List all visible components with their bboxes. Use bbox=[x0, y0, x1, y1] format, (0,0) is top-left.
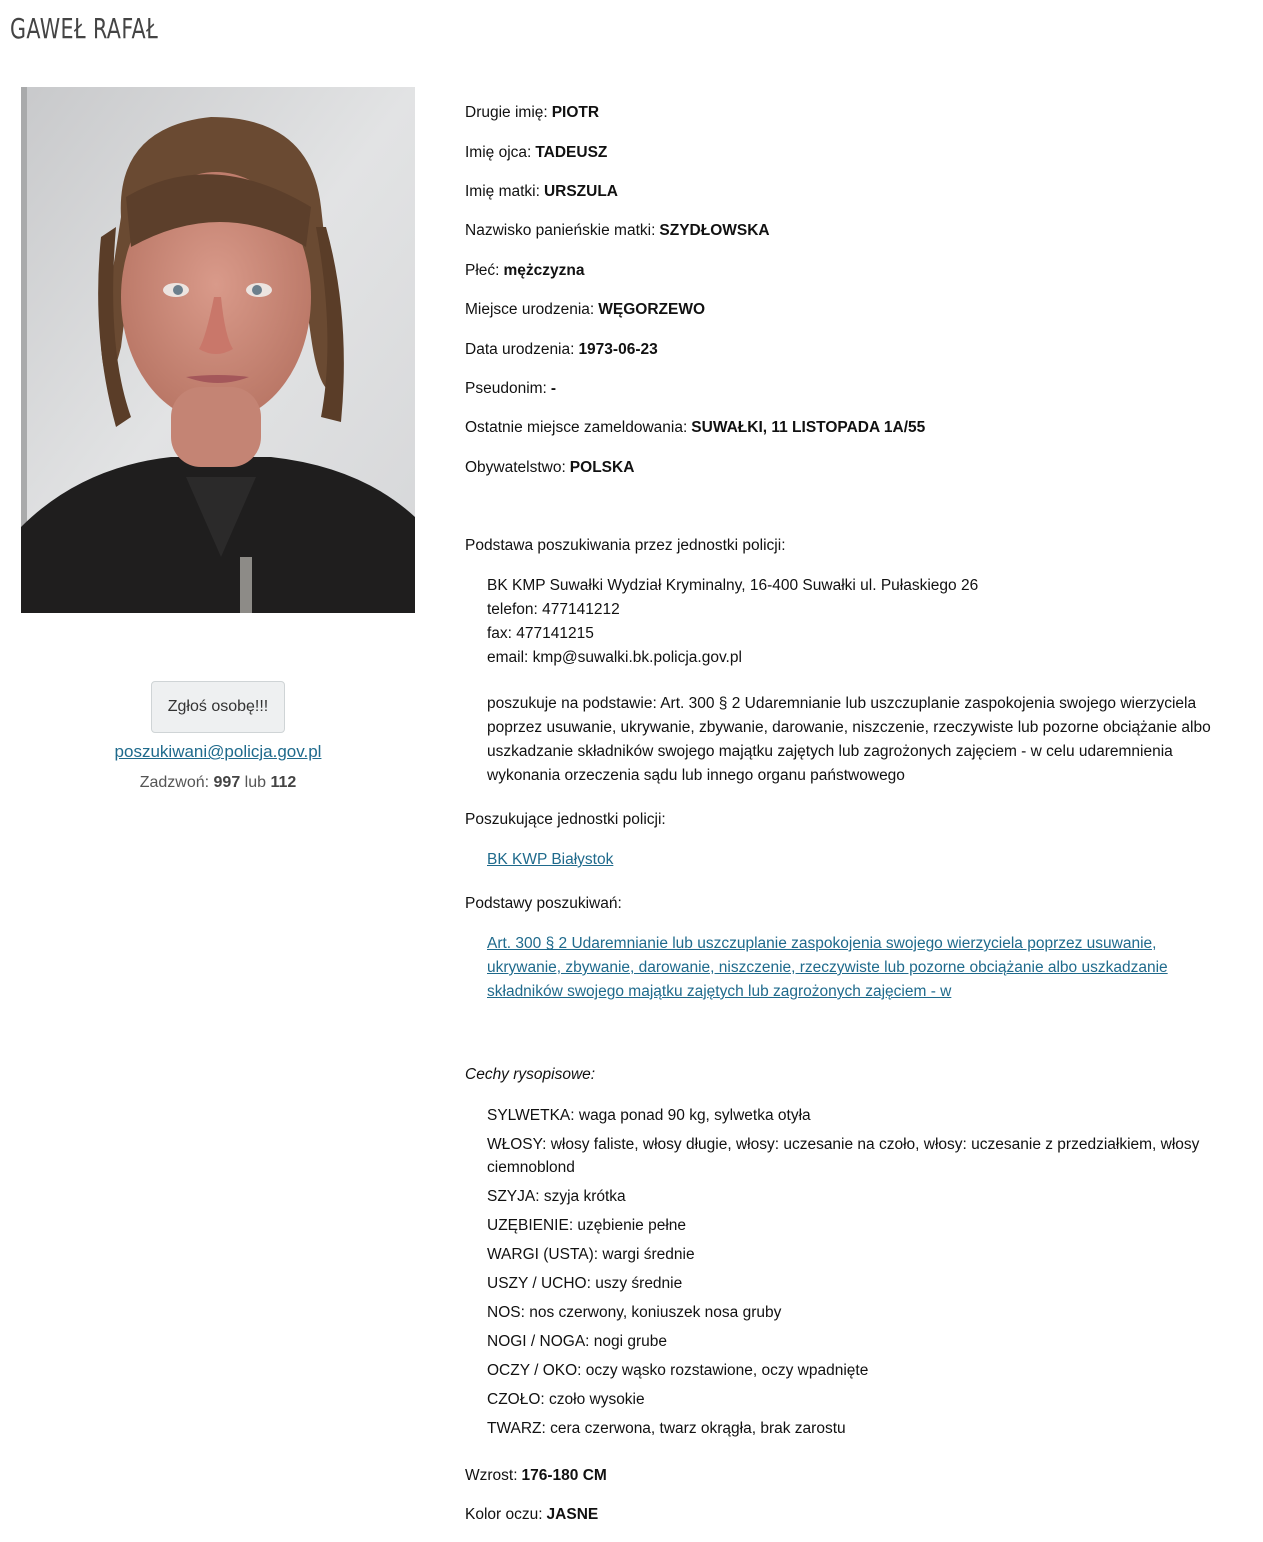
call-or: lub bbox=[244, 774, 267, 791]
field-last-address: Ostatnie miejsce zameldowania: SUWAŁKI, 11 LISTOPADA 1A/55 bbox=[465, 419, 926, 436]
feature-item: SZYJA: szyja krótka bbox=[487, 1188, 626, 1205]
grounds-list bbox=[487, 932, 1231, 1004]
feature-item: SYLWETKA: waga ponad 90 kg, sylwetka otyła bbox=[487, 1107, 811, 1124]
features-heading: Cechy rysopisowe: bbox=[465, 1066, 596, 1083]
basis-fax: fax: 477141215 bbox=[487, 625, 594, 642]
field-height: Wzrost: 176-180 CM bbox=[465, 1467, 607, 1484]
field-citizenship: Obywatelstwo: POLSKA bbox=[465, 459, 635, 476]
call-numbers bbox=[0, 774, 436, 792]
feature-item: NOS: nos czerwony, koniuszek nosa gruby bbox=[487, 1304, 782, 1321]
feature-item: WARGI (USTA): wargi średnie bbox=[487, 1246, 695, 1263]
basis-email: email: kmp@suwalki.bk.policja.gov.pl bbox=[487, 649, 742, 666]
field-mother-name: Imię matki: URSZULA bbox=[465, 183, 618, 200]
field-birth-place: Miejsce urodzenia: WĘGORZEWO bbox=[465, 301, 706, 318]
field-eye-color: Kolor oczu: JASNE bbox=[465, 1506, 599, 1523]
report-person-button[interactable]: Zgłoś osobę!!! bbox=[151, 681, 285, 733]
grounds-link[interactable]: Art. 300 § 2 Udaremnianie lub uszczuplanie zaspokojenia swojego wierzyciela poprzez usuwanie, ukrywanie, zbywanie, darowanie, niszczenie, rzeczywiste lub pozorne obciążanie albo uszkadzanie składników swojego majątku zajętych lub zagrożonych zajęciem - w bbox=[487, 935, 1168, 1000]
feature-item: NOGI / NOGA: nogi grube bbox=[487, 1333, 668, 1350]
call-label: Zadzwoń: bbox=[139, 774, 210, 791]
feature-item: OCZY / OKO: oczy wąsko rozstawione, oczy wpadnięte bbox=[487, 1362, 869, 1379]
features-list bbox=[487, 1104, 1231, 1446]
page-title: GAWEŁ RAFAŁ bbox=[10, 12, 159, 45]
feature-item: CZOŁO: czoło wysokie bbox=[487, 1391, 645, 1408]
field-mother-maiden-name: Nazwisko panieńskie matki: SZYDŁOWSKA bbox=[465, 222, 770, 239]
units-list bbox=[487, 848, 1231, 872]
contact-email-link[interactable]: poszukiwani@policja.gov.pl bbox=[114, 742, 322, 761]
call-number-112: 112 bbox=[270, 774, 297, 791]
field-father-name: Imię ojca: TADEUSZ bbox=[465, 144, 608, 161]
person-photo bbox=[21, 87, 415, 613]
field-nickname: Pseudonim: - bbox=[465, 380, 557, 397]
basis-unit-line: BK KMP Suwałki Wydział Kryminalny, 16-400 Suwałki ul. Pułaskiego 26 bbox=[487, 577, 979, 594]
feature-item: UZĘBIENIE: uzębienie pełne bbox=[487, 1217, 687, 1234]
basis-contact bbox=[487, 574, 1231, 670]
feature-item: TWARZ: cera czerwona, twarz okrągła, brak zarostu bbox=[487, 1420, 846, 1437]
feature-item: WŁOSY: włosy faliste, włosy długie, włosy: uczesanie na czoło, włosy: uczesanie z przedziałkiem, włosy ciemnoblond bbox=[487, 1136, 1200, 1176]
basis-description: poszukuje na podstawie: Art. 300 § 2 Udaremnianie lub uszczuplanie zaspokojenia swojego wierzyciela poprzez usuwanie, ukrywanie, zbywanie, darowanie, niszczenie, rzeczywiste lub pozorne obciążanie albo uszkadzanie składników swojego majątku zajętych lub zagrożonych zajęciem - w celu udaremnienia wykonania orzeczenia sądu lub innego organu państwowego bbox=[487, 695, 1211, 784]
basis-phone: telefon: 477141212 bbox=[487, 601, 620, 618]
feature-item: USZY / UCHO: uszy średnie bbox=[487, 1275, 683, 1292]
grounds-heading: Podstawy poszukiwań: bbox=[465, 895, 622, 912]
units-heading: Poszukujące jednostki policji: bbox=[465, 811, 666, 828]
basis-heading: Podstawa poszukiwania przez jednostki policji: bbox=[465, 537, 786, 554]
field-sex: Płeć: mężczyzna bbox=[465, 262, 585, 279]
unit-link[interactable]: BK KWP Białystok bbox=[487, 851, 614, 868]
field-birth-date: Data urodzenia: 1973-06-23 bbox=[465, 341, 658, 358]
call-number-997: 997 bbox=[213, 774, 241, 791]
field-middle-name: Drugie imię: PIOTR bbox=[465, 104, 600, 121]
